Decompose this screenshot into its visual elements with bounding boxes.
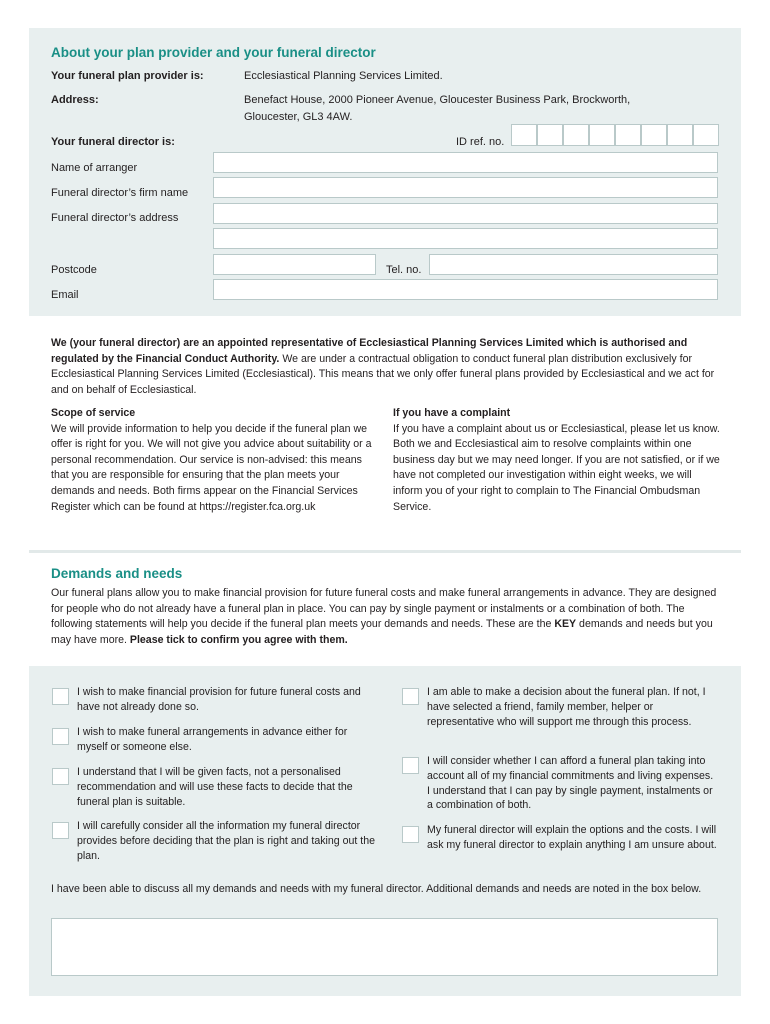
address-line-1: Benefact House, 2000 Pioneer Avenue, Gloucester Business Park, Brockworth, (244, 94, 631, 106)
demands-intro-text: Our funeral plans allow you to make financial provision for future funeral costs and make funeral arrangements in advance. They are designed for people who do not already have a funeral plan in place. You can pay by single payment or instalments or a combination of both. The following statements will help you decide if the funeral plan meets your demands and needs. These are the (51, 587, 717, 631)
demands-intro-bold: Please tick to confirm you agree with them. (129, 633, 348, 646)
representative-text: We are under a contractual obligation to conduct funeral plan distribution exclusively for Ecclesiastical Planning Services Limited (Ecclesiastical). This means that we only offer funeral plans provided by Ecclesiastical and we act for and on behalf of Ecclesiastical. (51, 352, 715, 396)
demands-intro (51, 586, 719, 648)
provider-value: Ecclesiastical Planning Services Limited. (244, 70, 443, 82)
id-ref-digit-5[interactable] (615, 124, 641, 146)
firm-name-field[interactable] (213, 177, 718, 198)
name-of-arranger-label: Name of arranger (51, 162, 138, 174)
statement-right-3: My funeral director will explain the options and the costs. I will ask my funeral director to explain anything I am unsure about. (427, 824, 717, 851)
statement-left-2: I wish to make funeral arrangements in advance either for myself or someone else. (77, 726, 348, 753)
id-ref-digit-3[interactable] (563, 124, 589, 146)
provider-section-heading: About your plan provider and your funeral director (51, 45, 376, 60)
firm-name-label: Funeral director’s firm name (51, 187, 189, 199)
complaint-title: If you have a complaint (393, 407, 511, 419)
scope-of-service (51, 406, 381, 515)
statement-left-1-checkbox[interactable] (52, 688, 69, 705)
statement-right-1: I am able to make a decision about the funeral plan. If not, I have selected a friend, family member, helper or representative who will support me through this process. (427, 686, 706, 728)
email-label: Email (51, 289, 79, 301)
statement-left-2-checkbox[interactable] (52, 728, 69, 745)
representative-statement (51, 336, 719, 398)
statement-left-1: I wish to make financial provision for future funeral costs and have not already done so. (77, 686, 361, 713)
complaint-section (393, 406, 723, 515)
director-address-field-2[interactable] (213, 228, 718, 249)
demands-intro-mid: demands and needs but you may have more. (51, 618, 713, 646)
section-divider (29, 550, 741, 553)
id-ref-digit-6[interactable] (641, 124, 667, 146)
id-ref-digit-4[interactable] (589, 124, 615, 146)
id-ref-digit-2[interactable] (537, 124, 563, 146)
email-field[interactable] (213, 279, 718, 300)
complaint-text: If you have a complaint about us or Ecclesiastical, please let us know. Both we and Ecclesiastical aim to resolve complaints within one business day but we may need longer. If you are not satisfied, or if we have not completed our investigation within eight weeks, we will inform you of your right to complain to The Financial Ombudsman Service. (393, 422, 720, 513)
provider-label: Your funeral plan provider is: (51, 70, 204, 82)
statement-left-4: I will carefully consider all the information my funeral director provides before deciding that the plan is right and taking out the plan. (77, 820, 376, 862)
id-ref-label: ID ref. no. (456, 136, 505, 148)
statement-right-2-checkbox[interactable] (402, 757, 419, 774)
id-ref-digit-8[interactable] (693, 124, 719, 146)
address-label: Address: (51, 94, 99, 106)
additional-demands-box[interactable] (51, 918, 718, 976)
scope-text: We will provide information to help you decide if the funeral plan we offer is right for you. We will not give you advice about suitability or a personal recommendation. Our service is non-advised: this means that you are responsible for ensuring that the plan meets your demands and needs. Both firms appear on the Financial Services Register which can be found at https://register.fca.org.uk (51, 422, 372, 513)
statement-left-3: I understand that I will be given facts, not a personalised recommendation and will use these facts to decide that the funeral plan is suitable. (77, 766, 353, 808)
representative-bold-text: We (your funeral director) are an appointed representative of Ecclesiastical Planning Services Limited which is authorised and regulated by the Financial Conduct Authority. (51, 337, 688, 365)
director-address-field-1[interactable] (213, 203, 718, 224)
scope-title: Scope of service (51, 407, 136, 419)
director-address-label: Funeral director’s address (51, 212, 179, 224)
tel-field[interactable] (429, 254, 718, 275)
postcode-label: Postcode (51, 264, 97, 276)
address-line-2: Gloucester, GL3 4AW. (244, 111, 353, 123)
demands-closing: I have been able to discuss all my demands and needs with my funeral director. Additional demands and needs are noted in the box below. (51, 883, 702, 895)
demands-intro-key: KEY (554, 618, 577, 631)
postcode-field[interactable] (213, 254, 376, 275)
demands-heading: Demands and needs (51, 566, 183, 581)
statement-left-4-checkbox[interactable] (52, 822, 69, 839)
statement-right-3-checkbox[interactable] (402, 826, 419, 843)
statement-right-1-checkbox[interactable] (402, 688, 419, 705)
name-of-arranger-field[interactable] (213, 152, 718, 173)
statement-left-3-checkbox[interactable] (52, 768, 69, 785)
id-ref-digit-1[interactable] (511, 124, 537, 146)
director-label: Your funeral director is: (51, 136, 175, 148)
id-ref-digit-7[interactable] (667, 124, 693, 146)
statement-right-2: I will consider whether I can afford a funeral plan taking into account all of my financial commitments and living expenses. I understand that I can pay by single payment, instalments or a combination of both. (427, 755, 714, 812)
tel-label: Tel. no. (386, 264, 422, 276)
